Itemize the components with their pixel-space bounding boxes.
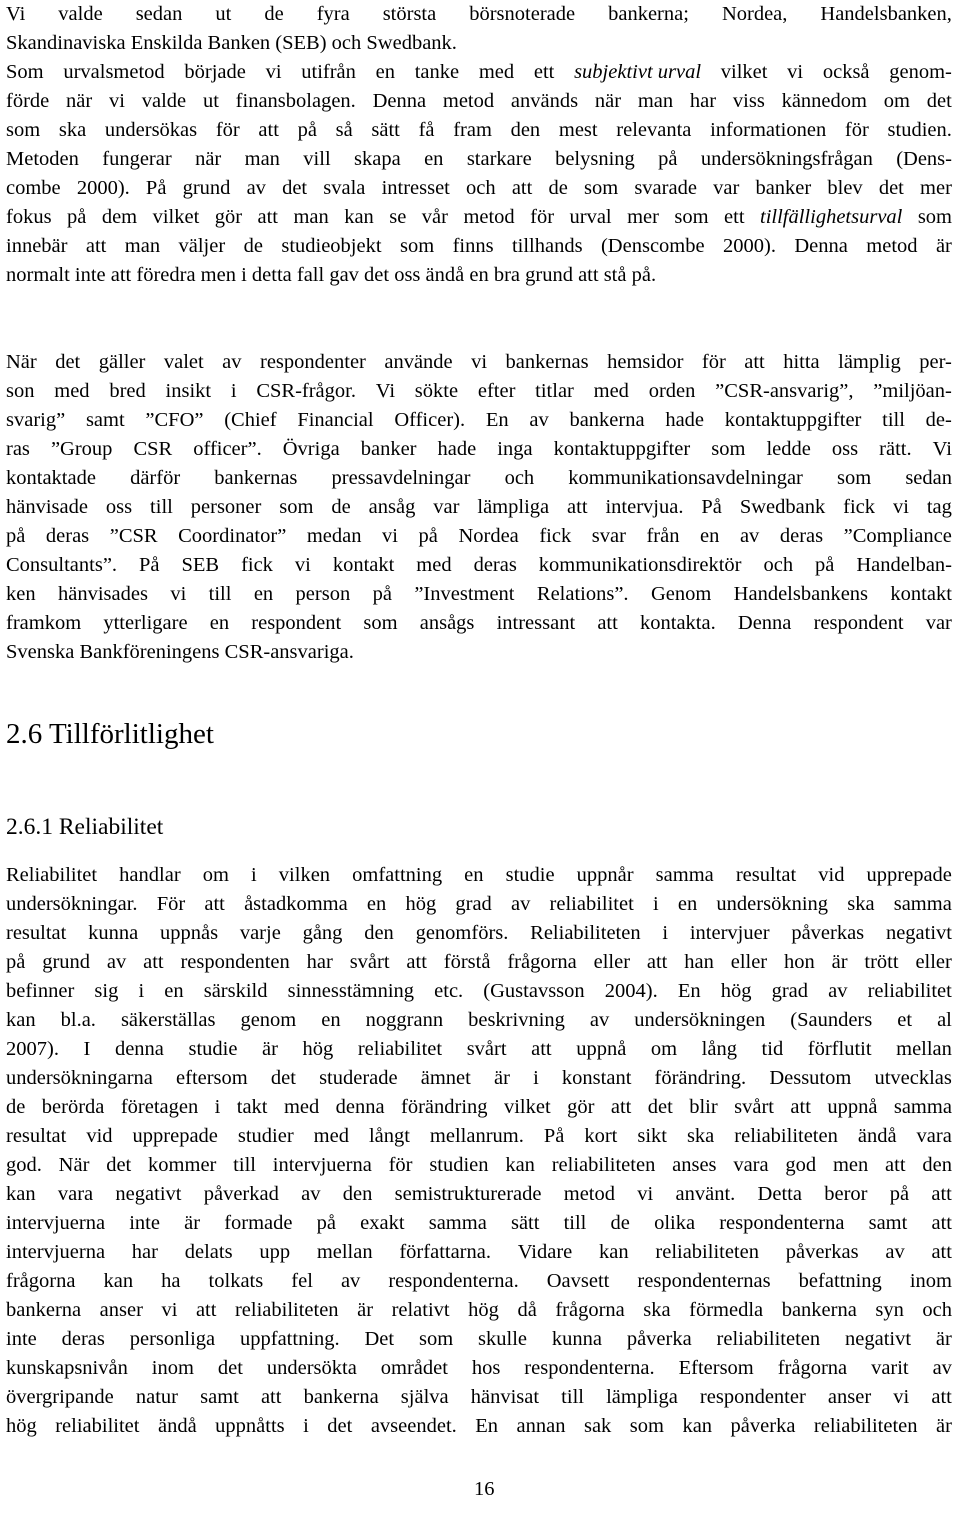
text-line: kontaktade därför bankernas pressavdelningar och kommunikationsavdelningar som sedan bbox=[6, 467, 952, 489]
text-line: övergripande natur samt att bankerna själva hänvisat till lämpliga respondenter anser vi att bbox=[6, 1386, 952, 1408]
section-heading: 2.6 Tillförlitlighet bbox=[6, 718, 214, 750]
text-line: undersökningar. För att åstadkomma en hög grad av reliabilitet i en undersökning ska samma bbox=[6, 893, 952, 915]
text-line: Reliabilitet handlar om i vilken omfattning en studie uppnår samma resultat vid upprepade bbox=[6, 864, 952, 886]
text-line: kan vara negativt påverkad av den semistrukturerade metod vi använt. Detta beror på att bbox=[6, 1183, 952, 1205]
italic-term: subjektivt urval bbox=[574, 61, 702, 83]
text-line: resultat vid upprepade studier med långt mellanrum. På kort sikt ska reliabiliteten ändå vara bbox=[6, 1125, 952, 1147]
text-line: framkom ytterligare en respondent som ansågs intressant att kontakta. Denna respondent var bbox=[6, 612, 952, 634]
text-line: frågorna kan ha tolkats fel av respondenterna. Oavsett respondenternas befattning inom bbox=[6, 1270, 952, 1292]
text-line: Som urvalsmetod började vi utifrån en tanke med ett subjektivt urval vilket vi också genom- bbox=[6, 58, 952, 87]
text-line: fokus på dem vilket gör att man kan se vår metod för urval mer som ett tillfällighetsurval som bbox=[6, 203, 952, 232]
text-line: kunskapsnivån inom det undersökta området hos respondenterna. Eftersom frågorna varit av bbox=[6, 1357, 952, 1379]
text-line: inte deras personliga uppfattning. Det som skulle kunna påverka reliabiliteten negativt är bbox=[6, 1328, 952, 1350]
text-line: befinner sig i en särskild sinnesstämning etc. (Gustavsson 2004). En hög grad av reliabilitet bbox=[6, 980, 952, 1002]
italic-term: tillfällighetsurval bbox=[760, 206, 903, 228]
text-line: förde när vi valde ut finansbolagen. Denna metod används när man har viss kännedom om det bbox=[6, 90, 952, 112]
text-line: ken hänvisades vi till en person på ”Investment Relations”. Genom Handelsbankens kontakt bbox=[6, 583, 952, 605]
text-line: svarig” samt ”CFO” (Chief Financial Officer). En av bankerna hade kontaktuppgifter till de- bbox=[6, 409, 952, 431]
text-line: hänvisade oss till personer som de ansåg var lämpliga att intervjua. På Swedbank fick vi tag bbox=[6, 496, 952, 518]
text-line: bankerna anser vi att reliabiliteten är relativt hög då frågorna ska förmedla bankerna syn och bbox=[6, 1299, 952, 1321]
page-number: 16 bbox=[474, 1478, 495, 1500]
text-line: innebär att man väljer de studieobjekt som finns tillhands (Denscombe 2000). Denna metod är bbox=[6, 235, 952, 257]
text-line: intervjuerna har delats upp mellan författarna. Vidare kan reliabiliteten påverkas av att bbox=[6, 1241, 952, 1263]
text-line: kan bl.a. säkerställas genom en noggrann beskrivning av undersökningen (Saunders et al bbox=[6, 1009, 952, 1031]
text-line: intervjuerna inte är formade på exakt samma sätt till de olika respondenterna samt att bbox=[6, 1212, 952, 1234]
text-line: Svenska Bankföreningens CSR-ansvariga. bbox=[6, 641, 354, 663]
text-line: Skandinaviska Enskilda Banken (SEB) och Swedbank. bbox=[6, 32, 457, 54]
text-line: på deras ”CSR Coordinator” medan vi på Nordea fick svar från en av deras ”Compliance bbox=[6, 525, 952, 547]
text-line: som ska undersökas för att på så sätt få fram den mest relevanta informationen för studien. bbox=[6, 119, 952, 141]
text-line: ras ”Group CSR officer”. Övriga banker hade inga kontaktuppgifter som ledde oss rätt. Vi bbox=[6, 438, 952, 460]
text-line: undersökningarna eftersom det studerade ämnet är i konstant förändring. Dessutom utvecklas bbox=[6, 1067, 952, 1089]
text-line: normalt inte att föredra men i detta fall gav det oss ändå en bra grund att stå på. bbox=[6, 264, 657, 286]
subsection-heading: 2.6.1 Reliabilitet bbox=[6, 814, 164, 840]
text-line: 2007). I denna studie är hög reliabilitet svårt att uppnå om lång tid förflutit mellan bbox=[6, 1038, 952, 1060]
text-line: på grund av att respondenten har svårt att förstå frågorna eller att han eller hon är trött eller bbox=[6, 951, 952, 973]
text-line: Vi valde sedan ut de fyra största börsnoterade bankerna; Nordea, Handelsbanken, bbox=[6, 3, 952, 25]
text-line: combe 2000). På grund av det svala intresset och att de som svarade var banker blev det mer bbox=[6, 177, 952, 199]
text-line: hög reliabilitet ändå uppnåtts i det avseendet. En annan sak som kan påverka reliabiliteten är bbox=[6, 1415, 952, 1437]
text-line: När det gäller valet av respondenter använde vi bankernas hemsidor för att hitta lämplig per- bbox=[6, 351, 952, 373]
text-line: god. När det kommer till intervjuerna för studien kan reliabiliteten anses vara god men att den bbox=[6, 1154, 952, 1176]
text-line: resultat kunna uppnås varje gång den genomförs. Reliabiliteten i intervjuer påverkas negativt bbox=[6, 922, 952, 944]
text-line: Metoden fungerar när man vill skapa en starkare belysning på undersökningsfrågan (Dens- bbox=[6, 148, 952, 170]
text-line: Consultants”. På SEB fick vi kontakt med deras kommunikationsdirektör och på Handelban- bbox=[6, 554, 952, 576]
text-line: de berörda företagen i takt med denna förändring vilket gör att det blir svårt att uppnå samma bbox=[6, 1096, 952, 1118]
text-line: son med bred insikt i CSR-frågor. Vi sökte efter titlar med orden ”CSR-ansvarig”, ”miljöan- bbox=[6, 380, 952, 402]
